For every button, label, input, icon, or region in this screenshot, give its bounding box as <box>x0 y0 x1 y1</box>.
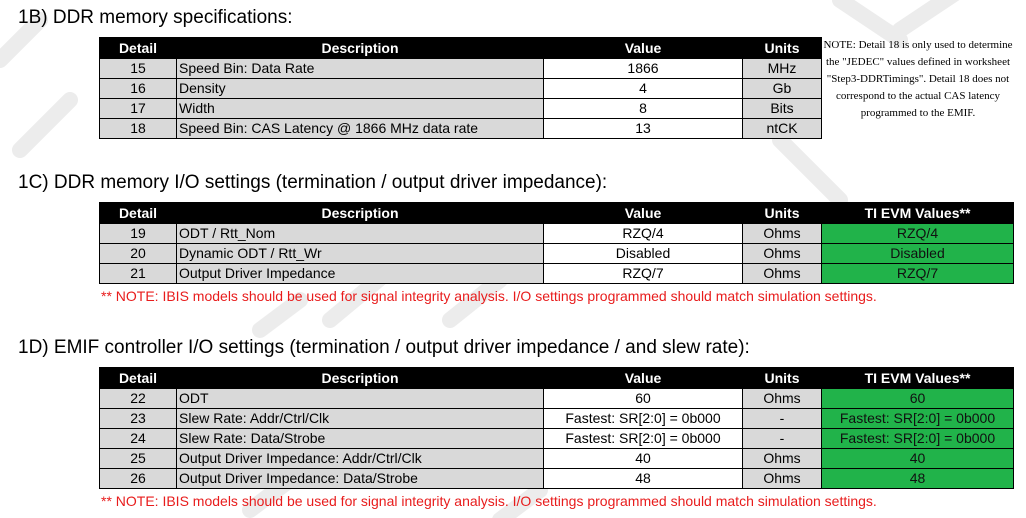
detail-cell: 26 <box>100 469 177 489</box>
section-1b-title: 1B) DDR memory specifications: <box>18 7 293 28</box>
description-cell: Speed Bin: CAS Latency @ 1866 MHz data rate <box>177 119 544 139</box>
description-cell: Slew Rate: Data/Strobe <box>177 429 544 449</box>
ti-evm-value-cell: RZQ/4 <box>822 224 1014 244</box>
detail-cell: 23 <box>100 409 177 429</box>
ddr-memory-spec-table <box>99 37 822 139</box>
column-header-value: Value <box>544 203 743 224</box>
detail-18-side-note: NOTE: Detail 18 is only used to determine the "JEDEC" values defined in worksheet "Step3-DDRTimings". Detail 18 does not correspond to the actual CAS latency programmed to the EMIF. <box>823 39 1013 119</box>
table-row <box>100 409 1014 429</box>
column-header-units: Units <box>743 368 822 389</box>
section-1c-title: 1C) DDR memory I/O settings (termination / output driver impedance): <box>18 172 608 193</box>
column-header-value: Value <box>544 38 743 59</box>
detail-cell: 22 <box>100 389 177 409</box>
ti-evm-value-cell: 40 <box>822 449 1014 469</box>
emif-io-settings-table <box>99 367 1014 489</box>
table-header-row <box>100 203 1014 224</box>
units-cell: Ohms <box>743 389 822 409</box>
table-row <box>100 224 1014 244</box>
description-cell: Output Driver Impedance: Data/Strobe <box>177 469 544 489</box>
description-cell: Output Driver Impedance <box>177 264 544 284</box>
value-cell[interactable]: RZQ/7 <box>544 264 743 284</box>
units-cell: ntCK <box>743 119 822 139</box>
description-cell: Speed Bin: Data Rate <box>177 59 544 79</box>
value-cell[interactable]: RZQ/4 <box>544 224 743 244</box>
table-row <box>100 59 822 79</box>
value-cell[interactable]: Fastest: SR[2:0] = 0b000 <box>544 409 743 429</box>
detail-cell: 16 <box>100 79 177 99</box>
table-row <box>100 119 822 139</box>
description-cell: ODT <box>177 389 544 409</box>
description-cell: Dynamic ODT / Rtt_Wr <box>177 244 544 264</box>
ibis-note-1d: ** NOTE: IBIS models should be used for signal integrity analysis. I/O settings programmed should match simulation settings. <box>101 493 877 509</box>
value-cell[interactable]: Fastest: SR[2:0] = 0b000 <box>544 429 743 449</box>
detail-cell: 24 <box>100 429 177 449</box>
table-header-row <box>100 38 822 59</box>
detail-cell: 21 <box>100 264 177 284</box>
value-cell[interactable]: 4 <box>544 79 743 99</box>
value-cell[interactable]: 13 <box>544 119 743 139</box>
units-cell: - <box>743 409 822 429</box>
table-row <box>100 264 1014 284</box>
ti-evm-value-cell: RZQ/7 <box>822 264 1014 284</box>
detail-cell: 17 <box>100 99 177 119</box>
description-cell: Width <box>177 99 544 119</box>
detail-cell: 18 <box>100 119 177 139</box>
units-cell: Bits <box>743 99 822 119</box>
ti-evm-value-cell: 48 <box>822 469 1014 489</box>
column-header-units: Units <box>743 38 822 59</box>
column-header-description: Description <box>177 203 544 224</box>
table-row <box>100 244 1014 264</box>
value-cell[interactable]: Disabled <box>544 244 743 264</box>
ti-evm-value-cell: 60 <box>822 389 1014 409</box>
column-header-value: Value <box>544 368 743 389</box>
units-cell: MHz <box>743 59 822 79</box>
value-cell[interactable]: 1866 <box>544 59 743 79</box>
detail-cell: 25 <box>100 449 177 469</box>
description-cell: Density <box>177 79 544 99</box>
column-header-description: Description <box>177 368 544 389</box>
detail-cell: 20 <box>100 244 177 264</box>
value-cell[interactable]: 48 <box>544 469 743 489</box>
column-header-units: Units <box>743 203 822 224</box>
units-cell: Ohms <box>743 449 822 469</box>
value-cell[interactable]: 40 <box>544 449 743 469</box>
column-header-detail: Detail <box>100 368 177 389</box>
column-header-detail: Detail <box>100 203 177 224</box>
table-row <box>100 79 822 99</box>
table-row <box>100 469 1014 489</box>
section-1d-title: 1D) EMIF controller I/O settings (termination / output driver impedance / and slew rate): <box>18 337 750 358</box>
units-cell: Ohms <box>743 224 822 244</box>
detail-cell: 19 <box>100 224 177 244</box>
units-cell: Ohms <box>743 244 822 264</box>
column-header-ti-evm-values: TI EVM Values** <box>822 368 1014 389</box>
description-cell: Slew Rate: Addr/Ctrl/Clk <box>177 409 544 429</box>
column-header-detail: Detail <box>100 38 177 59</box>
table-row <box>100 389 1014 409</box>
column-header-description: Description <box>177 38 544 59</box>
ddr-io-settings-table <box>99 202 1014 284</box>
units-cell: Ohms <box>743 469 822 489</box>
value-cell[interactable]: 60 <box>544 389 743 409</box>
units-cell: Gb <box>743 79 822 99</box>
units-cell: - <box>743 429 822 449</box>
table-row <box>100 429 1014 449</box>
ti-evm-value-cell: Disabled <box>822 244 1014 264</box>
description-cell: Output Driver Impedance: Addr/Ctrl/Clk <box>177 449 544 469</box>
table-row <box>100 449 1014 469</box>
units-cell: Ohms <box>743 264 822 284</box>
detail-cell: 15 <box>100 59 177 79</box>
ti-evm-value-cell: Fastest: SR[2:0] = 0b000 <box>822 429 1014 449</box>
table-header-row <box>100 368 1014 389</box>
value-cell[interactable]: 8 <box>544 99 743 119</box>
ti-evm-value-cell: Fastest: SR[2:0] = 0b000 <box>822 409 1014 429</box>
table-row <box>100 99 822 119</box>
description-cell: ODT / Rtt_Nom <box>177 224 544 244</box>
column-header-ti-evm-values: TI EVM Values** <box>822 203 1014 224</box>
ibis-note-1c: ** NOTE: IBIS models should be used for signal integrity analysis. I/O settings programmed should match simulation settings. <box>101 288 877 304</box>
